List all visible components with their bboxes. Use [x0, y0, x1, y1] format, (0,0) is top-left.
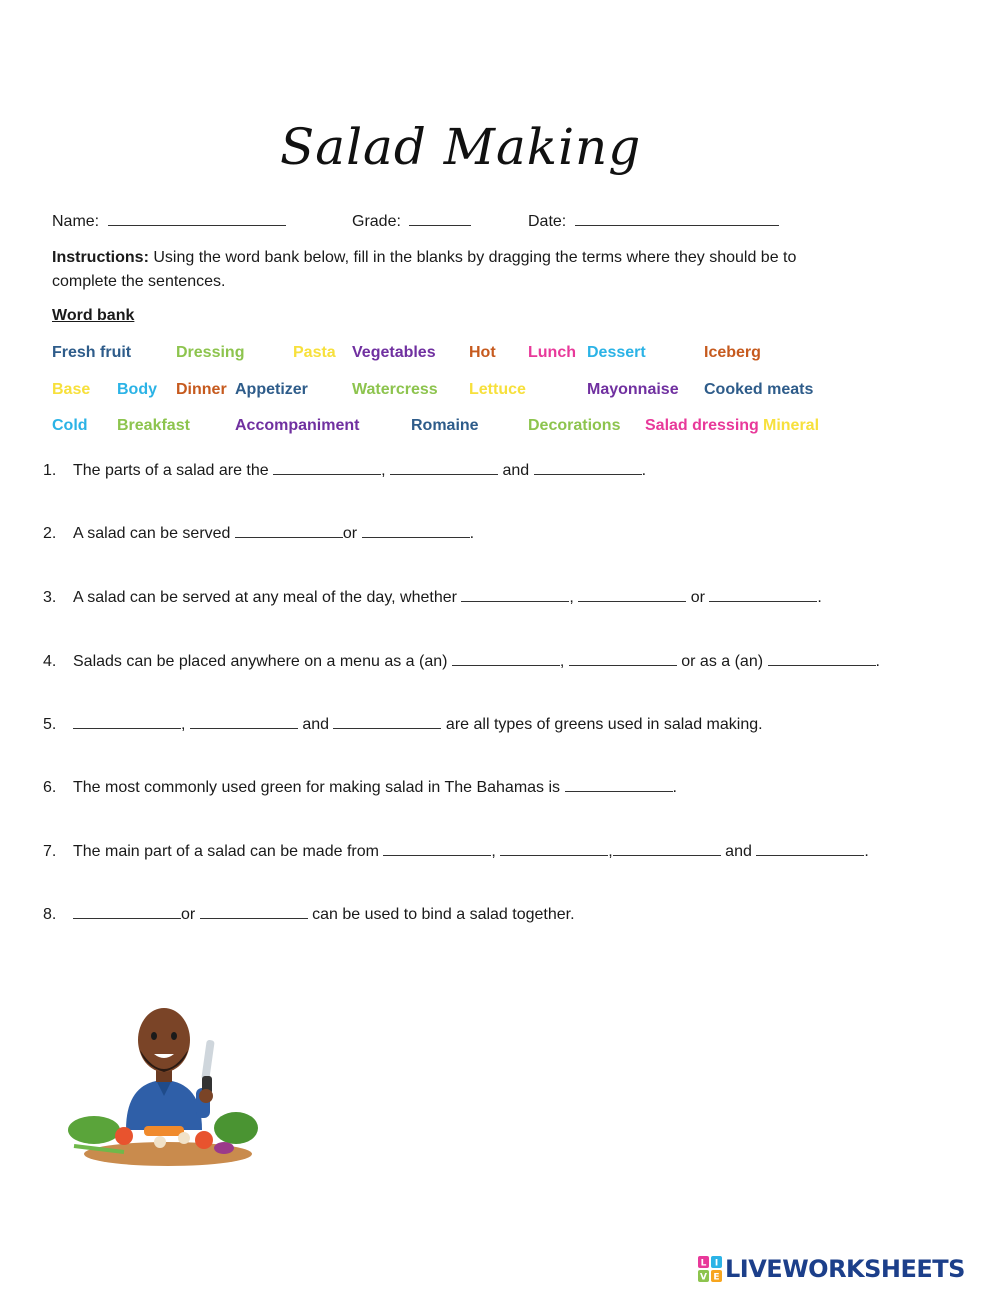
question-text: . [672, 779, 677, 796]
grade-field[interactable] [409, 211, 471, 226]
question-1 [43, 460, 646, 480]
word-bank-title: Word bank [52, 307, 135, 324]
question-text: , [559, 653, 569, 670]
answer-blank[interactable] [565, 777, 673, 792]
question-text: The main part of a salad can be made from [73, 843, 384, 860]
word-bank-term[interactable]: Mineral [763, 417, 820, 434]
question-3 [43, 587, 822, 607]
question-text: . [469, 525, 475, 542]
grade-row [352, 211, 471, 231]
question-text: are all types of greens used in salad making. [441, 716, 763, 733]
word-bank-term[interactable]: Hot [469, 344, 496, 361]
answer-blank[interactable] [235, 523, 343, 538]
date-label: Date: [528, 213, 567, 230]
question-text: . [817, 589, 822, 606]
question-text: or as a (an) [676, 653, 768, 670]
question-text: The most commonly used green for making salad in The Bahamas is [73, 779, 565, 796]
word-bank-term[interactable]: Pasta [293, 344, 336, 361]
answer-blank[interactable] [190, 714, 298, 729]
question-number: 2. [43, 525, 57, 542]
answer-blank[interactable] [333, 714, 441, 729]
question-text: or [342, 525, 362, 542]
answer-blank[interactable] [452, 651, 560, 666]
answer-blank[interactable] [362, 523, 470, 538]
question-number: 7. [43, 843, 57, 860]
word-bank-term[interactable]: Breakfast [117, 417, 190, 434]
question-text: . [875, 653, 880, 670]
date-field[interactable] [575, 211, 779, 226]
question-text: Salads can be placed anywhere on a menu as a (an) [73, 653, 452, 670]
instructions-text: Using the word bank below, fill in the blanks by dragging the terms where they should be to complete the sentences. [52, 249, 797, 290]
answer-blank[interactable] [578, 587, 686, 602]
answer-blank[interactable] [768, 651, 876, 666]
word-bank-term[interactable]: Lettuce [469, 381, 526, 398]
question-number: 6. [43, 779, 57, 796]
date-row [528, 211, 779, 231]
word-bank-term[interactable]: Decorations [528, 417, 621, 434]
logo-letter: V [700, 1272, 707, 1282]
question-number: 1. [43, 462, 57, 479]
question-8 [43, 904, 575, 924]
word-bank-term[interactable]: Lunch [528, 344, 576, 361]
word-bank-term[interactable]: Dinner [176, 381, 227, 398]
name-field[interactable] [108, 211, 286, 226]
question-text: , [181, 716, 190, 733]
word-bank-term[interactable]: Vegetables [352, 344, 436, 361]
liveworksheets-logo-icon [698, 1256, 722, 1282]
question-text: can be used to bind a salad together. [307, 906, 575, 923]
question-text: A salad can be served [73, 525, 235, 542]
answer-blank[interactable] [273, 460, 381, 475]
word-bank-term[interactable]: Dressing [176, 344, 245, 361]
question-number: 4. [43, 653, 57, 670]
answer-blank[interactable] [756, 841, 864, 856]
word-bank-term[interactable]: Fresh fruit [52, 344, 132, 361]
question-text: or [686, 589, 710, 606]
answer-blank[interactable] [200, 904, 308, 919]
answer-blank[interactable] [390, 460, 498, 475]
word-bank-term[interactable]: Dessert [587, 344, 646, 361]
question-text: , [569, 589, 579, 606]
question-text: or [181, 906, 200, 923]
question-text: . [864, 843, 869, 860]
word-bank-term[interactable]: Base [52, 381, 91, 398]
question-text: , [491, 843, 501, 860]
answer-blank[interactable] [383, 841, 491, 856]
grade-label: Grade: [352, 213, 401, 230]
word-bank-term[interactable]: Cooked meats [704, 381, 814, 398]
answer-blank[interactable] [461, 587, 569, 602]
logo-text: LIVEWORKSHEETS [725, 1255, 965, 1283]
question-number: 8. [43, 906, 57, 923]
question-7 [43, 841, 869, 861]
word-bank-term[interactable]: Accompaniment [235, 417, 360, 434]
word-bank-term[interactable]: Watercress [352, 381, 438, 398]
word-bank-term[interactable]: Appetizer [235, 381, 308, 398]
question-text: and [498, 462, 534, 479]
answer-blank[interactable] [534, 460, 642, 475]
instructions-label: Instructions: [52, 249, 149, 266]
answer-blank[interactable] [500, 841, 608, 856]
question-2 [43, 523, 474, 543]
question-text: , [608, 843, 613, 860]
question-number: 3. [43, 589, 57, 606]
question-5 [43, 714, 763, 734]
name-label: Name: [52, 213, 100, 230]
word-bank-term[interactable]: Romaine [411, 417, 479, 434]
page-title: Salad Making [280, 118, 642, 176]
instructions [52, 246, 842, 294]
logo-letter: L [700, 1258, 707, 1269]
word-bank-term[interactable]: Cold [52, 417, 88, 434]
logo-letter: E [713, 1272, 720, 1282]
answer-blank[interactable] [569, 651, 677, 666]
word-bank-term[interactable]: Mayonnaise [587, 381, 679, 398]
answer-blank[interactable] [73, 714, 181, 729]
question-text: and [720, 843, 757, 860]
word-bank-term[interactable]: Iceberg [704, 344, 761, 361]
logo-letter: I [714, 1258, 719, 1269]
answer-blank[interactable] [709, 587, 817, 602]
question-number: 5. [43, 716, 57, 733]
question-text: and [297, 716, 334, 733]
answer-blank[interactable] [613, 841, 721, 856]
question-text: The parts of a salad are the [73, 462, 274, 479]
question-text: , [381, 462, 391, 479]
question-6 [43, 777, 677, 797]
question-4 [43, 651, 880, 671]
answer-blank[interactable] [73, 904, 181, 919]
name-row [52, 211, 286, 231]
word-bank-term[interactable]: Salad dressing [645, 417, 759, 434]
liveworksheets-logo [698, 1254, 965, 1284]
word-bank-term[interactable]: Body [117, 381, 157, 398]
question-text: . [641, 462, 647, 479]
question-text: A salad can be served at any meal of the day, whether [73, 589, 462, 606]
chef-illustration [64, 1000, 260, 1170]
